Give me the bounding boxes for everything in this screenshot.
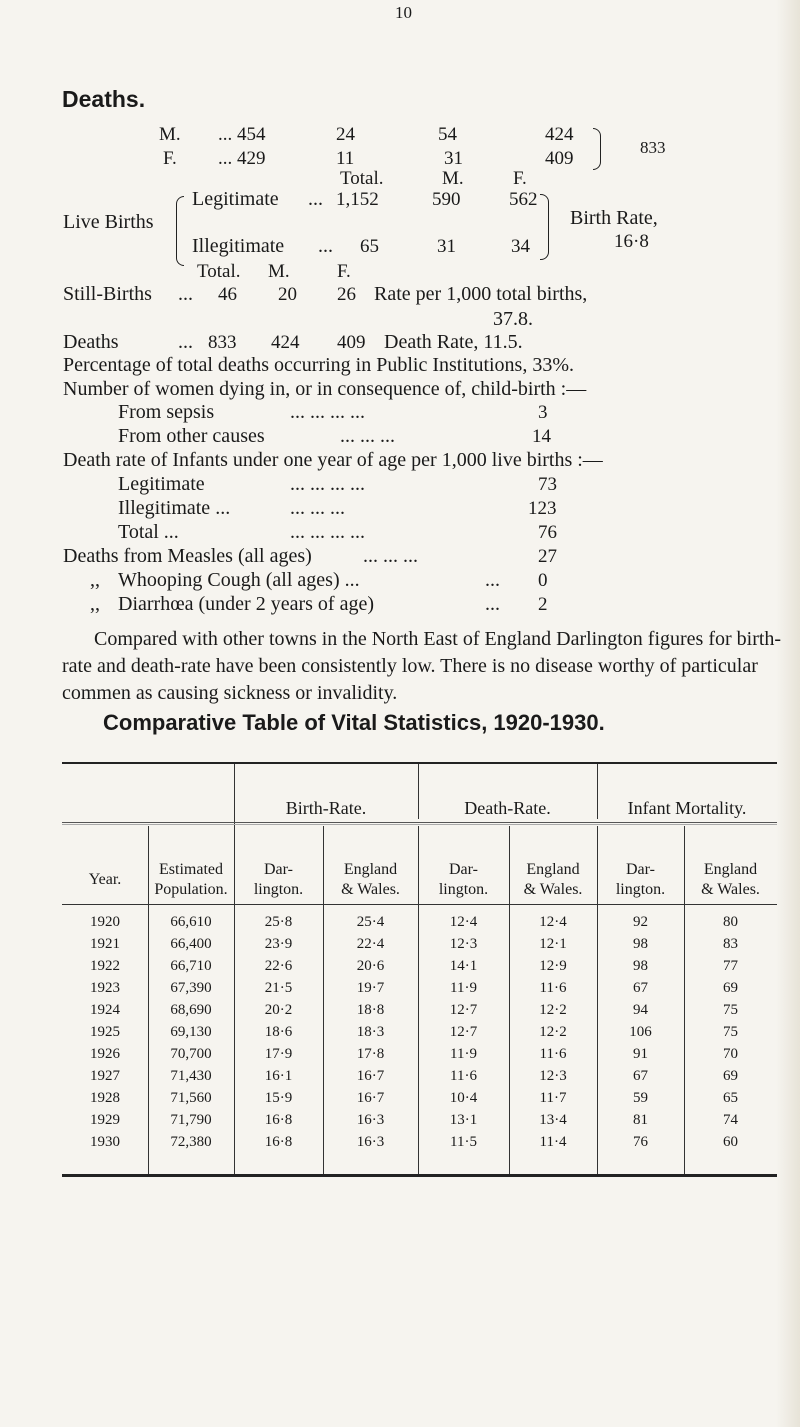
table-cell: 66,400: [170, 936, 212, 952]
col-head-infant-england: England & Wales.: [701, 861, 760, 898]
deaths-label: Deaths: [63, 331, 119, 353]
table-cell: 19·7: [356, 980, 385, 996]
table-row: [62, 1112, 777, 1130]
table-cell: 66,710: [170, 958, 212, 974]
deaths-m: 424: [271, 332, 300, 353]
table-cell: 70,700: [170, 1046, 212, 1062]
m-value-3: 424: [545, 124, 574, 145]
infant-illegitimate-label: Illegitimate ...: [118, 497, 231, 519]
table-cell: 11·6: [539, 1046, 567, 1062]
whooping-dots: ...: [485, 569, 500, 591]
table-cell: 83: [723, 936, 738, 952]
illegitimate-total: 65: [360, 236, 379, 257]
table-cell: 11·6: [539, 980, 567, 996]
illegitimate-dots: ...: [318, 235, 333, 257]
infant-legitimate-value: 73: [538, 474, 557, 495]
whooping-label: Whooping Cough (all ages) ...: [118, 569, 360, 591]
still-births-total: 46: [218, 284, 237, 305]
birth-rate-label: Birth Rate,: [570, 207, 658, 229]
live-births-col-f: F.: [513, 168, 527, 189]
from-other-label: From other causes: [118, 425, 265, 447]
table-cell: 12·4: [449, 914, 478, 930]
table-cell: 75: [723, 1002, 738, 1018]
table-cell: 91: [633, 1046, 648, 1062]
table-cell: 71,790: [170, 1112, 212, 1128]
table-cell: 16·8: [264, 1112, 293, 1128]
table-cell: 13·4: [539, 1112, 567, 1128]
table-row: [62, 914, 777, 932]
table-cell: 76: [633, 1134, 648, 1150]
infant-legitimate-dots: ... ... ... ...: [290, 473, 365, 495]
legitimate-dots: ...: [308, 188, 323, 210]
illegitimate-f: 34: [511, 236, 530, 257]
table-cell: 74: [723, 1112, 738, 1128]
col-head-death-darlington: Dar- lington.: [438, 861, 489, 898]
table-cell: 1922: [90, 958, 120, 974]
diarrhoea-label: Diarrhœa (under 2 years of age): [118, 593, 374, 615]
vital-statistics-table: [62, 762, 777, 1177]
still-births-m: 20: [278, 284, 297, 305]
table-cell: 75: [723, 1024, 738, 1040]
still-births-f: 26: [337, 284, 356, 305]
brace-833: [593, 128, 601, 170]
table-cell: 69: [723, 1068, 738, 1084]
from-other-dots: ... ... ...: [340, 425, 395, 447]
table-cell: 1928: [90, 1090, 120, 1106]
table-cell: 20·6: [356, 958, 385, 974]
deaths-dots: ...: [178, 331, 193, 353]
table-cell: 69,130: [170, 1024, 212, 1040]
from-sepsis-dots: ... ... ... ...: [290, 401, 365, 423]
f-value-1: 11: [336, 148, 355, 169]
table-cell: 98: [633, 958, 648, 974]
death-rate-text: Death Rate, 11.5.: [384, 331, 523, 353]
still-births-col-f: F.: [337, 261, 351, 282]
f-value-2: 31: [444, 148, 463, 169]
table-cell: 22·4: [356, 936, 385, 952]
infant-illegitimate-value: 123: [528, 498, 557, 519]
table-cell: 1927: [90, 1068, 120, 1084]
group-header-infant-mortality: Infant Mortality.: [627, 798, 747, 818]
table-row: [62, 1046, 777, 1064]
infant-rate-line: Death rate of Infants under one year of age per 1,000 live births :—: [63, 449, 603, 471]
table-cell: 18·6: [264, 1024, 293, 1040]
table-cell: 1920: [90, 914, 120, 930]
table-cell: 1921: [90, 936, 120, 952]
illegitimate-label: Illegitimate: [192, 235, 285, 257]
col-head-death-england: England & Wales.: [523, 861, 583, 898]
live-births-label: Live Births: [63, 211, 154, 233]
live-births-brace: [176, 196, 184, 266]
table-cell: 1925: [90, 1024, 120, 1040]
live-births-col-m: M.: [442, 168, 464, 189]
table-cell: 11·6: [450, 1068, 477, 1084]
infant-total-label: Total ...: [118, 521, 179, 543]
table-cell: 67,390: [170, 980, 212, 996]
from-other-value: 14: [532, 426, 551, 447]
table-row: [62, 936, 777, 954]
illegitimate-m: 31: [437, 236, 456, 257]
table-cell: 60: [723, 1134, 738, 1150]
table-cell: 12·2: [539, 1024, 567, 1040]
table-cell: 67: [633, 1068, 648, 1084]
still-births-col-total: Total.: [197, 261, 241, 282]
infant-legitimate-label: Legitimate: [118, 473, 205, 495]
table-cell: 20·2: [264, 1002, 293, 1018]
table-cell: 22·6: [264, 958, 293, 974]
deaths-total: 833: [208, 332, 237, 353]
table-cell: 1923: [90, 980, 120, 996]
birth-rate-value: 16·8: [614, 231, 649, 252]
table-row: [62, 980, 777, 998]
deaths-total-833: 833: [640, 138, 666, 157]
col-head-population: Estimated Population.: [154, 861, 228, 898]
page-edge-shadow: [776, 0, 800, 1427]
table-cell: 16·3: [356, 1112, 385, 1128]
table-row: [62, 1134, 777, 1152]
infant-total-dots: ... ... ... ...: [290, 521, 365, 543]
table-cell: 106: [629, 1024, 652, 1040]
table-cell: 98: [633, 936, 648, 952]
table-row: [62, 1024, 777, 1042]
table-cell: 81: [633, 1112, 648, 1128]
from-sepsis-label: From sepsis: [118, 401, 215, 423]
table-cell: 1930: [90, 1134, 120, 1150]
table-cell: 12·4: [539, 914, 567, 930]
table-cell: 25·8: [264, 914, 293, 930]
from-sepsis-value: 3: [538, 402, 548, 423]
table-cell: 59: [633, 1090, 648, 1106]
table-cell: 94: [633, 1002, 648, 1018]
table-cell: 77: [723, 958, 738, 974]
diarrhoea-prefix: ,,: [90, 593, 100, 615]
deaths-heading: Deaths.: [62, 86, 146, 112]
table-row: [62, 1090, 777, 1108]
table-cell: 18·8: [356, 1002, 385, 1018]
still-births-col-m: M.: [268, 261, 290, 282]
f-value-0: ... 429: [218, 148, 266, 169]
table-cell: 12·7: [449, 1002, 478, 1018]
table-cell: 11·5: [450, 1134, 477, 1150]
m-label: M.: [159, 124, 181, 145]
table-cell: 18·3: [356, 1024, 385, 1040]
m-value-0: ... 454: [218, 124, 266, 145]
page-number: 10: [395, 3, 412, 22]
table-cell: 11·9: [450, 980, 477, 996]
m-value-2: 54: [438, 124, 457, 145]
diarrhoea-value: 2: [538, 594, 548, 615]
table-cell: 16·7: [356, 1090, 385, 1106]
table-cell: 68,690: [170, 1002, 212, 1018]
diarrhoea-dots: ...: [485, 593, 500, 615]
table-cell: 16·1: [264, 1068, 293, 1084]
infant-total-value: 76: [538, 522, 557, 543]
live-births-col-total: Total.: [340, 168, 384, 189]
table-cell: 71,430: [170, 1068, 212, 1084]
col-head-birth-england: England & Wales.: [341, 861, 400, 898]
percentage-line: Percentage of total deaths occurring in Public Institutions, 33%.: [63, 354, 574, 376]
table-cell: 17·8: [356, 1046, 385, 1062]
legitimate-m: 590: [432, 189, 461, 210]
table-cell: 12·2: [539, 1002, 567, 1018]
compared-paragraph: Compared with other towns in the North East of England Darlington figures for birth-rate and death-rate have been consistently low. There is no disease worthy of particular commen as causing sickness or invalidity.: [62, 628, 782, 704]
measles-label: Deaths from Measles (all ages): [63, 545, 312, 567]
infant-illegitimate-dots: ... ... ...: [290, 497, 345, 519]
legitimate-f: 562: [509, 189, 538, 210]
table-cell: 71,560: [170, 1090, 212, 1106]
table-cell: 23·9: [264, 936, 293, 952]
still-births-label: Still-Births: [63, 283, 152, 305]
table-cell: 25·4: [356, 914, 385, 930]
table-cell: 70: [723, 1046, 738, 1062]
women-line: Number of women dying in, or in consequence of, child-birth :—: [63, 378, 587, 400]
table-cell: 11·9: [450, 1046, 477, 1062]
table-title: Comparative Table of Vital Statistics, 1920-1930.: [103, 710, 605, 735]
group-header-birth-rate: Birth-Rate.: [285, 798, 367, 818]
f-label: F.: [163, 148, 177, 169]
birth-rate-brace: [540, 194, 549, 260]
col-head-year: Year.: [88, 871, 122, 888]
table-cell: 13·1: [449, 1112, 478, 1128]
legitimate-total: 1,152: [336, 189, 379, 210]
table-cell: 92: [633, 914, 648, 930]
whooping-value: 0: [538, 570, 548, 591]
measles-value: 27: [538, 546, 557, 567]
table-cell: 80: [723, 914, 738, 930]
table-cell: 11·4: [539, 1134, 567, 1150]
table-cell: 17·9: [264, 1046, 293, 1062]
table-cell: 67: [633, 980, 648, 996]
table-cell: 16·3: [356, 1134, 385, 1150]
table-cell: 72,380: [170, 1134, 212, 1150]
col-head-infant-darlington: Dar- lington.: [615, 861, 666, 898]
legitimate-label: Legitimate: [192, 188, 279, 210]
table-cell: 65: [723, 1090, 738, 1106]
table-cell: 14·1: [449, 958, 478, 974]
table-cell: 12·9: [539, 958, 567, 974]
group-header-death-rate: Death-Rate.: [464, 798, 551, 818]
measles-dots: ... ... ...: [363, 545, 418, 567]
table-cell: 21·5: [264, 980, 293, 996]
f-value-3: 409: [545, 148, 574, 169]
deaths-f: 409: [337, 332, 366, 353]
table-cell: 16·7: [356, 1068, 385, 1084]
table-cell: 1924: [90, 1002, 120, 1018]
table-cell: 12·1: [539, 936, 567, 952]
table-row: [62, 958, 777, 976]
still-births-rate-text: Rate per 1,000 total births,: [374, 283, 588, 305]
table-cell: 1929: [90, 1112, 120, 1128]
table-row: [62, 1068, 777, 1086]
table-cell: 10·4: [449, 1090, 478, 1106]
whooping-prefix: ,,: [90, 569, 100, 591]
table-cell: 12·3: [449, 936, 478, 952]
m-value-1: 24: [336, 124, 355, 145]
table-cell: 11·7: [539, 1090, 567, 1106]
still-births-dots: ...: [178, 283, 193, 305]
table-cell: 12·7: [449, 1024, 478, 1040]
still-births-rate-value: 37.8.: [493, 308, 533, 330]
table-cell: 1926: [90, 1046, 120, 1062]
table-cell: 12·3: [539, 1068, 567, 1084]
table-row: [62, 1002, 777, 1020]
table-cell: 16·8: [264, 1134, 293, 1150]
table-cell: 66,610: [170, 914, 212, 930]
table-cell: 69: [723, 980, 738, 996]
col-head-birth-darlington: Dar- lington.: [253, 861, 304, 898]
table-cell: 15·9: [264, 1090, 293, 1106]
